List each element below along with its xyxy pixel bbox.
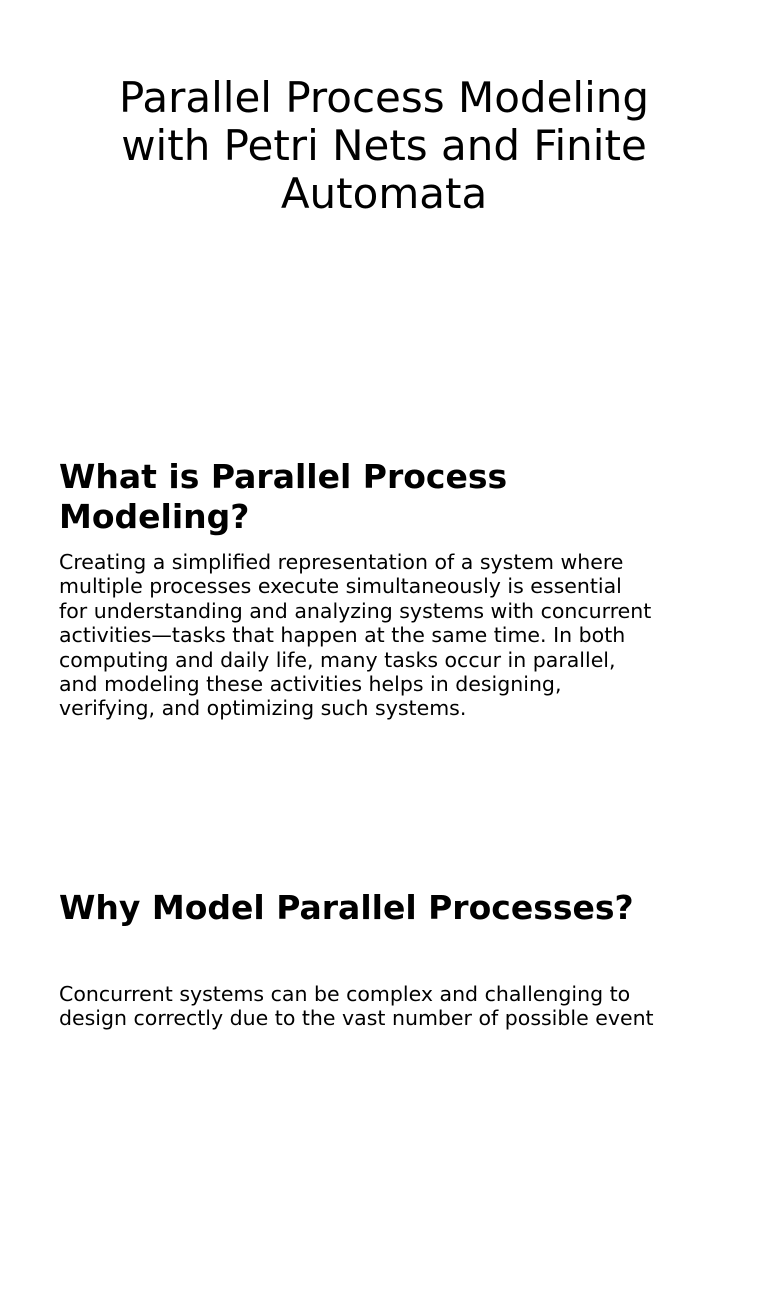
slide-why-model-parallel-processes xyxy=(0,864,768,1296)
slide-heading xyxy=(59,457,719,537)
body-line: and modeling these activities helps in designing, xyxy=(59,672,562,697)
body-line: Creating a simplified representation of a system where xyxy=(59,550,624,574)
title-slide xyxy=(0,0,768,432)
slide-heading xyxy=(59,888,719,928)
presentation-title xyxy=(40,74,728,218)
slide-what-is-parallel-process-modeling xyxy=(0,432,768,864)
heading-line: Why Model Parallel Processes? xyxy=(59,888,634,927)
title-line: Parallel Process Modeling xyxy=(118,73,650,122)
slide-body xyxy=(59,550,719,721)
body-line: for understanding and analyzing systems with concurrent xyxy=(59,598,652,623)
heading-line: What is Parallel Process xyxy=(59,457,508,496)
body-line: multiple processes execute simultaneously is essential xyxy=(59,574,622,599)
body-line: computing and daily life, many tasks occur in parallel, xyxy=(59,647,616,672)
slide-body xyxy=(59,982,719,1031)
title-line: with Petri Nets and Finite xyxy=(121,121,647,170)
body-line: Concurrent systems can be complex and challenging to xyxy=(59,982,631,1006)
heading-line: Modeling? xyxy=(59,497,250,536)
body-line: design correctly due to the vast number of possible event xyxy=(59,1006,654,1031)
body-line: verifying, and optimizing such systems. xyxy=(59,696,467,721)
title-line: Automata xyxy=(280,169,488,218)
body-line: activities—tasks that happen at the same time. In both xyxy=(59,623,626,648)
